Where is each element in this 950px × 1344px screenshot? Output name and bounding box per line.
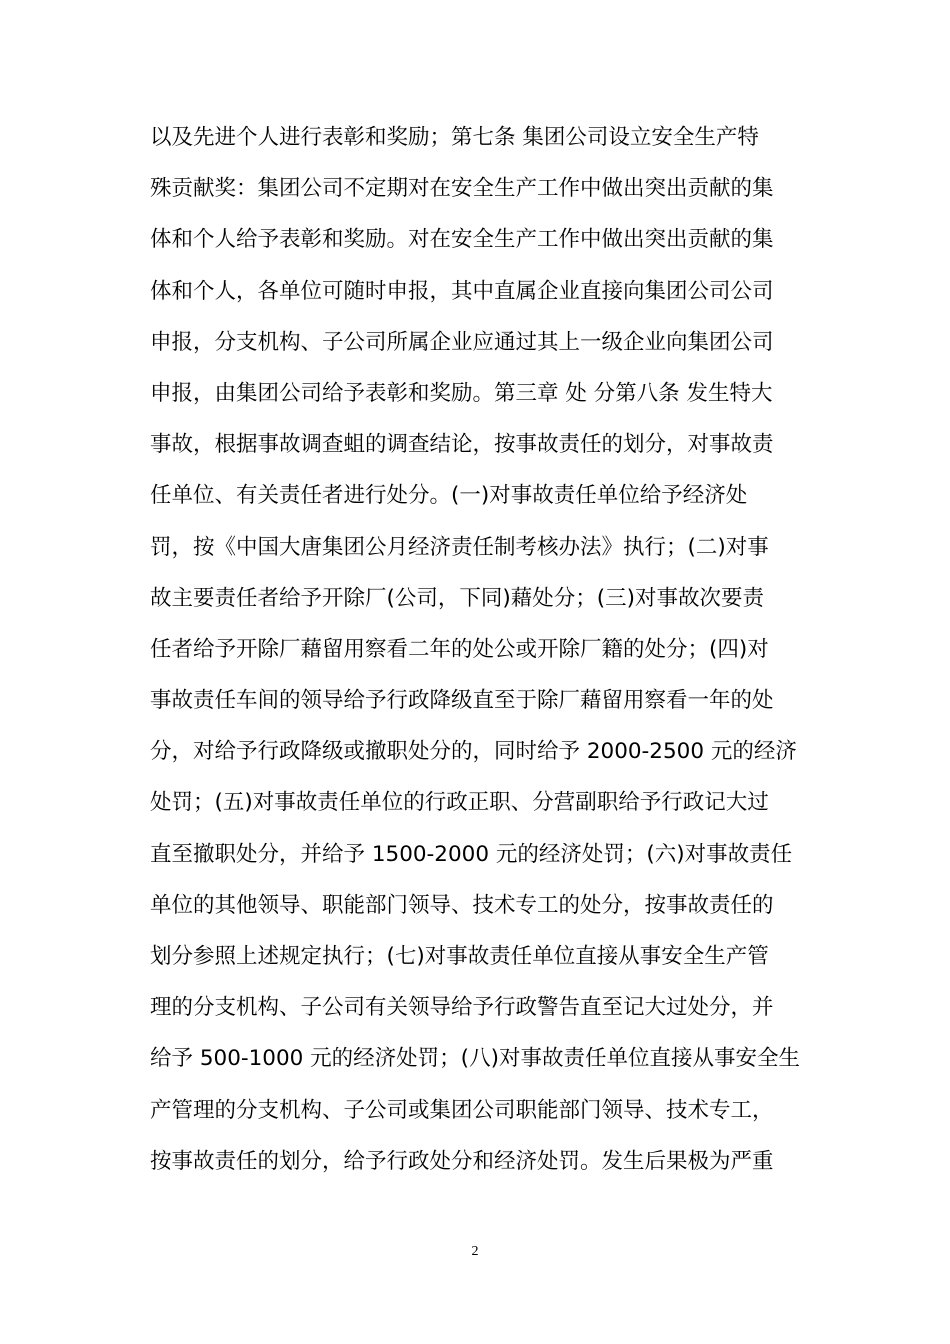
text-line: 直至撤职处分，并给予 1500-2000 元的经济处罚；(六)对事故责任	[150, 841, 793, 867]
text-line: 体和个人，各单位可随时申报，其中直属企业直接向集团公司公司	[150, 278, 774, 304]
text-line: 故主要责任者给予开除厂(公司，下同)藉处分；(三)对事故次要责	[150, 585, 765, 611]
text-line: 任者给予开除厂藉留用察看二年的处公或开除厂籍的处分；(四)对	[150, 636, 769, 662]
text-line: 事故责任车间的领导给予行政降级直至于除厂藉留用察看一年的处	[150, 688, 774, 714]
text-line: 单位的其他领导、职能部门领导、技术专工的处分，按事故责任的	[150, 892, 774, 918]
text-line: 产管理的分支机构、子公司或集团公司职能部门领导、技术专工，	[150, 1097, 774, 1123]
text-line: 理的分支机构、子公司有关领导给予行政警告直至记大过处分，并	[150, 995, 774, 1021]
text-line: 殊贡献奖：集团公司不定期对在安全生产工作中做出突出贡献的集	[150, 176, 774, 202]
text-line: 罚，按《中国大唐集团公月经济责任制考核办法》执行；(二)对事	[150, 534, 769, 560]
text-line: 处罚；(五)对事故责任单位的行政正职、分营副职给予行政记大过	[150, 790, 769, 816]
text-line: 以及先进个人进行表彰和奖励；第七条 集团公司设立安全生产特	[150, 125, 759, 150]
text-line: 任单位、有关责任者进行处分。(一)对事故责任单位给予经济处	[150, 483, 748, 509]
text-line: 划分参照上述规定执行；(七)对事故责任单位直接从事安全生产管	[150, 944, 769, 969]
text-line: 事故，根据事故调查蛆的调查结论，按事故责任的划分，对事故责	[150, 432, 774, 458]
text-line: 申报，分支机构、子公司所属企业应通过其上一级企业向集团公司	[150, 329, 774, 355]
text-line: 体和个人给予表彰和奖励。对在安全生产工作中做出突出贡献的集	[150, 227, 774, 253]
text-line: 给予 500-1000 元的经济处罚；(八)对事故责任单位直接从事安全生	[150, 1046, 800, 1072]
text-line: 按事故责任的划分，给予行政处分和经济处罚。发生后果极为严重	[150, 1148, 774, 1174]
text-line: 申报，由集团公司给予表彰和奖励。第三章 处 分第八条 发生特大	[150, 380, 773, 406]
page-number: 2	[471, 1244, 479, 1259]
body-text	[150, 112, 810, 1187]
text-line: 分，对给予行政降级或撤职处分的，同时给予 2000-2500 元的经济	[150, 739, 797, 765]
